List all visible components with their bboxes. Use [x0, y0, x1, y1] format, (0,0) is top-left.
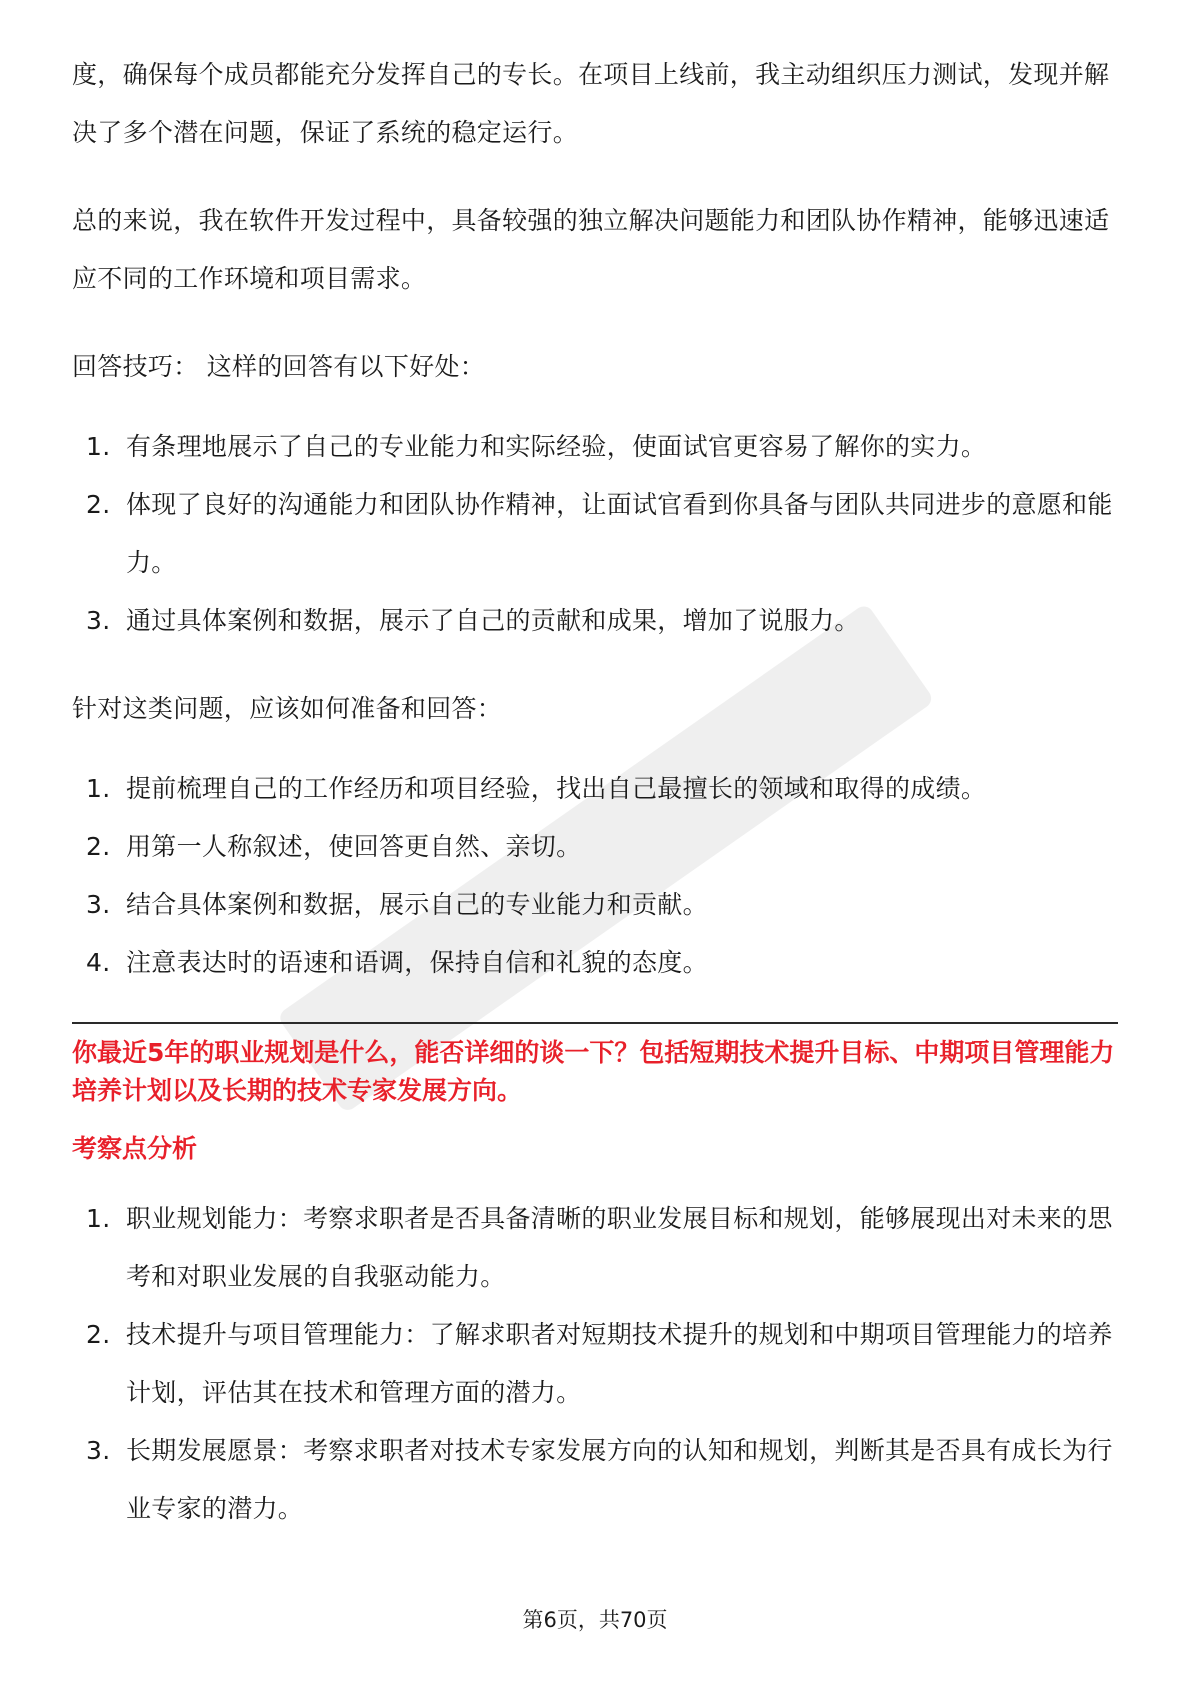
analysis-list [72, 1190, 1118, 1538]
content-area [72, 46, 1118, 1538]
list-item: 2. 用第一人称叙述，使回答更自然、亲切。 [86, 832, 582, 861]
question-heading: 你最近5年的职业规划是什么，能否详细的谈一下？包括短期技术提升目标、中期项目管理能力培养计划以及长期的技术专家发展方向。 [72, 1038, 1115, 1105]
section-divider [72, 1022, 1118, 1024]
list-item: 1. 有条理地展示了自己的专业能力和实际经验，使面试官更容易了解你的实力。 [86, 432, 987, 461]
analysis-heading: 考察点分析 [72, 1134, 198, 1163]
tips-heading: 回答技巧： 这样的回答有以下好处： [72, 352, 486, 381]
list-item: 3. 通过具体案例和数据，展示了自己的贡献和成果，增加了说服力。 [86, 606, 860, 635]
intro-paragraph-2: 总的来说，我在软件开发过程中，具备较强的独立解决问题能力和团队协作精神，能够迅速适应不同的工作环境和项目需求。 [72, 206, 1110, 293]
list-item: 3. 长期发展愿景：考察求职者对技术专家发展方向的认知和规划，判断其是否具有成长为行业专家的潜力。 [86, 1436, 1113, 1523]
page-footer: 第6页，共70页 [522, 1608, 668, 1632]
intro-paragraph-1: 度，确保每个成员都能充分发挥自己的专长。在项目上线前，我主动组织压力测试，发现并解决了多个潜在问题，保证了系统的稳定运行。 [72, 60, 1110, 147]
list-item: 1. 职业规划能力：考察求职者是否具备清晰的职业发展目标和规划，能够展现出对未来的思考和对职业发展的自我驱动能力。 [86, 1204, 1113, 1291]
list-item: 4. 注意表达时的语速和语调，保持自信和礼貌的态度。 [86, 948, 708, 977]
tips-list [72, 418, 1118, 650]
list-item: 3. 结合具体案例和数据，展示自己的专业能力和贡献。 [86, 890, 708, 919]
prepare-list [72, 760, 1118, 992]
list-item: 2. 体现了良好的沟通能力和团队协作精神，让面试官看到你具备与团队共同进步的意愿和能力。 [86, 490, 1113, 577]
list-item: 1. 提前梳理自己的工作经历和项目经验，找出自己最擅长的领域和取得的成绩。 [86, 774, 987, 803]
list-item: 2. 技术提升与项目管理能力：了解求职者对短期技术提升的规划和中期项目管理能力的培养计划，评估其在技术和管理方面的潜力。 [86, 1320, 1113, 1407]
prepare-heading: 针对这类问题，应该如何准备和回答： [72, 694, 503, 723]
